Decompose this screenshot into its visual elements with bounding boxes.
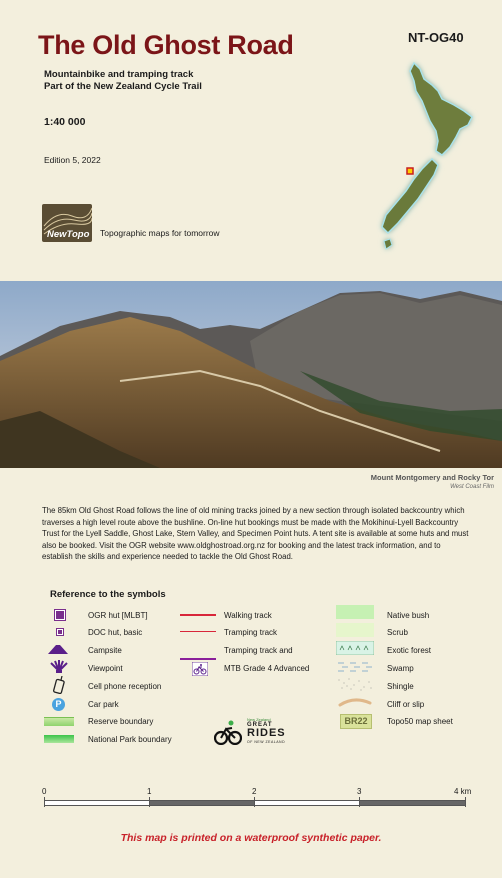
legend-title: Reference to the symbols bbox=[50, 589, 166, 600]
great-rides-logo bbox=[214, 717, 304, 747]
legend-scrub: Scrub bbox=[387, 628, 408, 637]
map-title: The Old Ghost Road bbox=[38, 30, 294, 60]
cyclist-icon bbox=[214, 719, 242, 745]
legend-campsite: Campsite bbox=[88, 646, 122, 655]
cell-phone-icon bbox=[52, 676, 66, 694]
car-park-icon: P bbox=[52, 698, 65, 711]
legend-shingle: Shingle bbox=[387, 682, 414, 691]
doc-hut-icon bbox=[56, 628, 64, 636]
legend-native-bush: Native bush bbox=[387, 611, 430, 620]
legend-exotic-forest: Exotic forest bbox=[387, 646, 432, 655]
legend-national-park-boundary: National Park boundary bbox=[88, 735, 172, 744]
photo-credit: West Coast Film bbox=[450, 484, 494, 490]
scale-bar bbox=[38, 782, 478, 812]
national-park-boundary-swatch bbox=[44, 735, 74, 743]
legend-cliff-slip: Cliff or slip bbox=[387, 700, 425, 709]
legend-ogr-hut: OGR hut [MLBT] bbox=[88, 611, 148, 620]
new-zealand-map bbox=[376, 55, 496, 255]
shingle-swatch bbox=[336, 677, 374, 691]
scale-tick-1: 1 bbox=[147, 787, 152, 796]
waterproof-note: This map is printed on a waterproof synthetic paper. bbox=[120, 832, 382, 844]
ogr-hut-icon bbox=[55, 610, 65, 620]
legend-viewpoint: Viewpoint bbox=[88, 664, 123, 673]
subtitle-line-1: Mountainbike and tramping track bbox=[44, 69, 194, 80]
scale-tick-4: 4 km bbox=[454, 787, 472, 796]
exotic-forest-swatch bbox=[336, 641, 374, 655]
legend-cell-phone: Cell phone reception bbox=[88, 682, 162, 691]
map-area-marker bbox=[407, 168, 413, 174]
description-text: The 85km Old Ghost Road follows the line of old mining tracks joined by a new section through isolated backcountry which traverses a high level route above the bushline. On-line hut bookings must be made with the Mokihinui-Lyell Backcountry Trust for the Lyell Saddle, Ghost Lake, Stern Valley, and Specimen Point huts. A tent site is available at some huts and must also be booked. Visit the OGR website www.oldghostroad.org.nz for booking and the latest track information, and to establish the skills and experience needed to tackle the Old Ghost Road. bbox=[42, 506, 469, 561]
scale-tick-0: 0 bbox=[42, 787, 47, 796]
tagline: Topographic maps for tomorrow bbox=[100, 228, 220, 238]
scale-tick-3: 3 bbox=[357, 787, 362, 796]
walking-track-line bbox=[180, 614, 216, 616]
cliff-slip-swatch bbox=[338, 697, 372, 707]
newtopo-logo bbox=[42, 204, 92, 242]
legend-topo50-sheet: Topo50 map sheet bbox=[387, 717, 453, 726]
map-code: NT-OG40 bbox=[408, 30, 464, 45]
viewpoint-icon bbox=[48, 659, 70, 673]
edition-label: Edition 5, 2022 bbox=[44, 155, 101, 165]
legend-car-park: Car park bbox=[88, 700, 119, 709]
rides-line-3: OF NEW ZEALAND bbox=[247, 740, 286, 744]
rides-small-text: New Zealand bbox=[247, 717, 271, 722]
legend-tramping-track-and: Tramping track and bbox=[224, 646, 293, 655]
legend-tramping-track: Tramping track bbox=[224, 628, 278, 637]
topo50-sheet-badge: BR22 bbox=[340, 714, 372, 729]
scrub-swatch bbox=[336, 623, 374, 637]
mountain-photo bbox=[0, 281, 502, 468]
reserve-boundary-swatch bbox=[44, 717, 74, 726]
legend-mtb-grade: MTB Grade 4 Advanced bbox=[224, 664, 310, 673]
campsite-icon bbox=[46, 643, 70, 655]
map-scale: 1:40 000 bbox=[44, 116, 86, 128]
photo-caption: Mount Montgomery and Rocky Tor bbox=[370, 473, 494, 482]
legend-swamp: Swamp bbox=[387, 664, 414, 673]
scale-tick-2: 2 bbox=[252, 787, 257, 796]
scale-bar-track bbox=[44, 800, 466, 806]
legend-doc-hut: DOC hut, basic bbox=[88, 628, 143, 637]
rides-line-2: RIDES bbox=[247, 727, 286, 739]
swamp-swatch bbox=[336, 659, 374, 673]
mountain-bike-icon bbox=[192, 662, 208, 676]
logo-text: NewTopo bbox=[47, 229, 90, 240]
legend-walking-track: Walking track bbox=[224, 611, 272, 620]
native-bush-swatch bbox=[336, 605, 374, 619]
legend-reserve-boundary: Reserve boundary bbox=[88, 717, 154, 726]
subtitle-line-2: Part of the New Zealand Cycle Trail bbox=[44, 81, 202, 92]
rides-line-1: GREAT bbox=[247, 722, 273, 728]
mtb-track-line bbox=[180, 658, 216, 660]
tramping-track-line bbox=[180, 631, 216, 632]
